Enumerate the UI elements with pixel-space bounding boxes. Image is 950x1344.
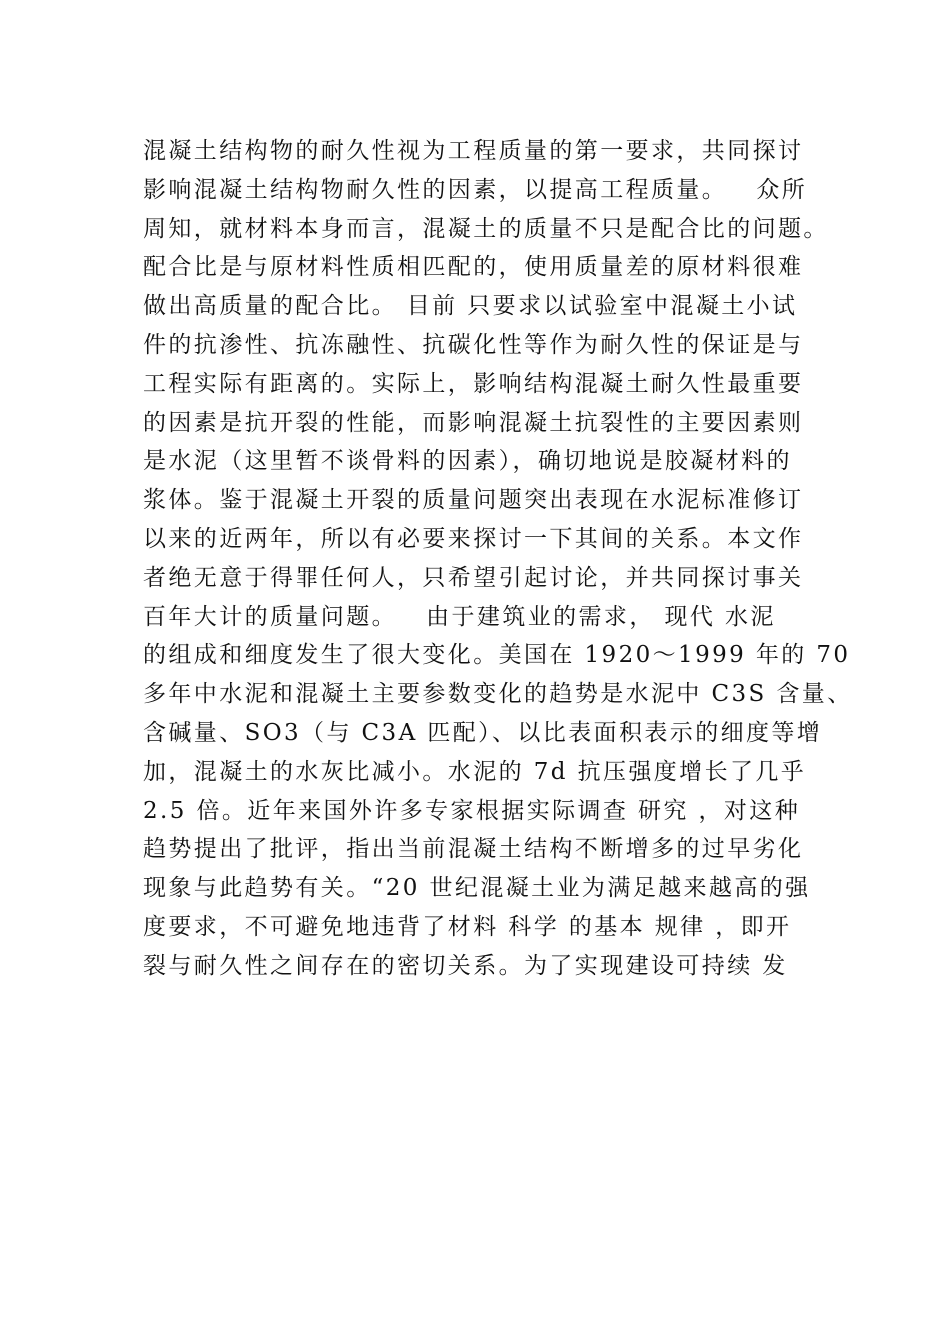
text-line: 加，混凝土的水灰比减小。水泥的 7d 抗压强度增长了几乎 xyxy=(143,758,807,785)
text-line: 现象与此趋势有关。“20 世纪混凝土业为满足越来越高的强 xyxy=(143,875,811,902)
text-line: 度要求，不可避免地违背了材料 科学 的基本 规律 ，即开 xyxy=(143,913,792,940)
text-line: 者绝无意于得罪任何人，只希望引起讨论，并共同探讨事关 xyxy=(143,564,804,591)
text-line: 混凝土结构物的耐久性视为工程质量的第一要求，共同探讨 xyxy=(143,138,804,164)
text-line: 的因素是抗开裂的性能，而影响混凝土抗裂性的主要因素则 xyxy=(143,409,804,436)
text-line: 百年大计的质量问题。 由于建筑业的需求， 现代 水泥 xyxy=(143,603,776,630)
body-paragraph xyxy=(143,132,853,986)
text-line: 2.5 倍。近年来国外许多专家根据实际调查 研究 ，对这种 xyxy=(143,797,801,824)
text-line: 趋势提出了批评，指出当前混凝土结构不断增多的过早劣化 xyxy=(143,836,804,863)
text-line: 浆体。鉴于混凝土开裂的质量问题突出表现在水泥标准修订 xyxy=(143,487,804,514)
text-line: 件的抗渗性、抗冻融性、抗碳化性等作为耐久性的保证是与 xyxy=(143,331,804,358)
text-line: 影响混凝土结构物耐久性的因素，以提高工程质量。 众所 xyxy=(143,176,808,203)
text-line: 做出高质量的配合比。 目前 只要求以试验室中混凝土小试 xyxy=(143,293,798,320)
text-line: 是水泥（这里暂不谈骨料的因素），确切地说是胶凝材料的 xyxy=(143,448,792,475)
text-line: 多年中水泥和混凝土主要参数变化的趋势是水泥中 C3S 含量、 xyxy=(143,681,853,708)
text-line: 以来的近两年，所以有必要来探讨一下其间的关系。本文作 xyxy=(143,525,804,552)
text-line: 配合比是与原材料性质相匹配的，使用质量差的原材料很难 xyxy=(143,254,804,281)
text-line: 工程实际有距离的。实际上，影响结构混凝土耐久性最重要 xyxy=(143,370,804,397)
text-line: 含碱量、SO3（与 C3A 匹配）、以比表面积表示的细度等增 xyxy=(143,719,823,746)
text-line: 裂与耐久性之间存在的密切关系。为了实现建设可持续 发 xyxy=(143,952,788,979)
text-line: 的组成和细度发生了很大变化。美国在 1920～1999 年的 70 xyxy=(143,642,851,669)
text-line: 周知，就材料本身而言，混凝土的质量不只是配合比的问题。 xyxy=(143,215,829,242)
